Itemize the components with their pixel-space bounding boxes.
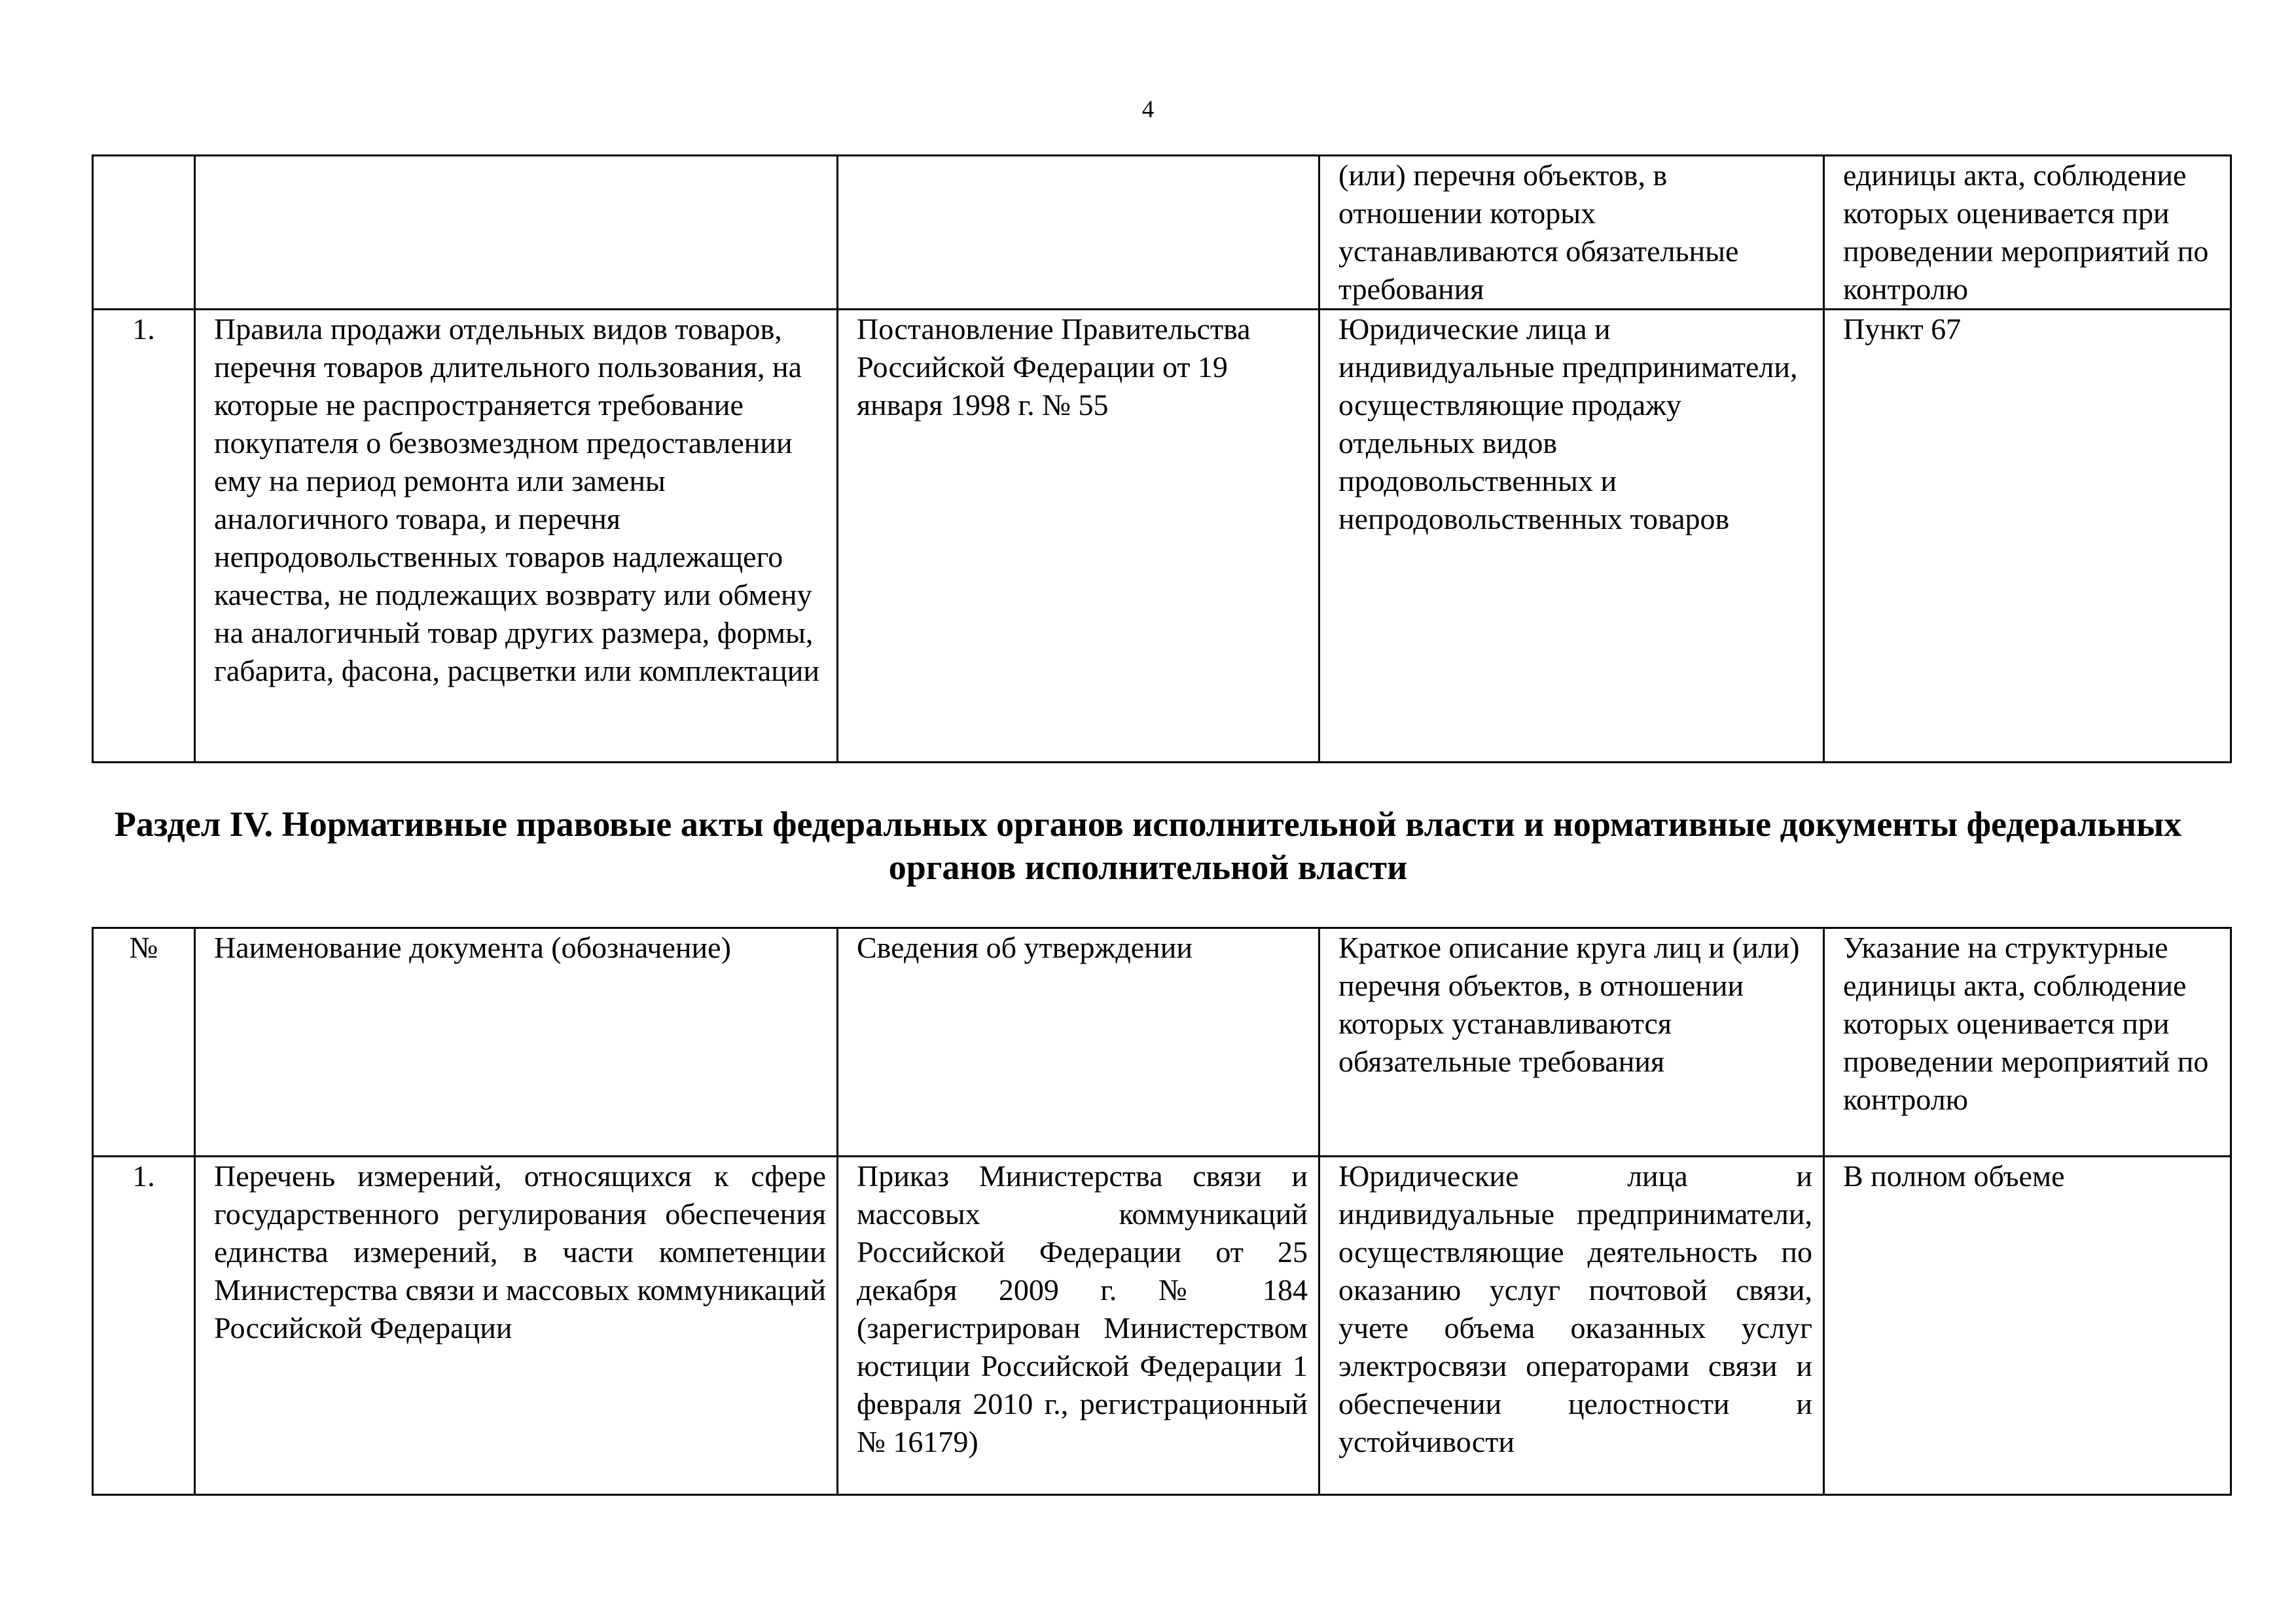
section-title: Раздел IV. Нормативные правовые акты федеральных органов исполнительной власти и нормативные документы федеральных органов исполнительной власти: [114, 804, 2182, 887]
row-structural-units: В полном объеме: [1824, 1157, 2231, 1495]
header-description: Краткое описание круга лиц и (или) перечня объектов, в отношении которых устанавливаются обязательные требования: [1319, 928, 1824, 1157]
header-tail-approval: [838, 156, 1319, 310]
row-approval-info: Приказ Министерства связи и массовых коммуникаций Российской Федерации от 25 декабря 2009 г. № 184 (зарегистрирован Министерством юстиции Российской Федерации 1 февраля 2010 г., регистрационный № 16179): [838, 1157, 1319, 1495]
row-document-name: Правила продажи отдельных видов товаров, перечня товаров длительного пользования, на которые не распространяется требование покупателя о безвозмездном предоставлении ему на период ремонта или замены аналогичного товара, и перечня непродовольственных товаров надлежащего качества, не подлежащих возврату или обмену на аналогичный товар других размера, формы, габарита, фасона, расцветки или комплектации: [195, 310, 838, 763]
row-num: 1.: [93, 1157, 195, 1495]
header-structural-units: Указание на структурные единицы акта, соблюдение которых оценивается при проведении мероприятий по контролю: [1824, 928, 2231, 1157]
row-description: Юридические лица и индивидуальные предприниматели, осуществляющие продажу отдельных видов продовольственных и непродовольственных товаров: [1319, 310, 1824, 763]
header-approval-info: Сведения об утверждении: [838, 928, 1319, 1157]
header-tail-name: [195, 156, 838, 310]
row-document-name: Перечень измерений, относящихся к сфере государственного регулирования обеспечения единства измерений, в части компетенции Министерства связи и массовых коммуникаций Российской Федерации: [195, 1157, 838, 1495]
table-row: [93, 1157, 2231, 1495]
row-num: 1.: [93, 310, 195, 763]
header-num: №: [93, 928, 195, 1157]
row-description: Юридические лица и индивидуальные предприниматели, осуществляющие деятельность по оказанию услуг почтовой связи, учете объема оказанных услуг электросвязи операторами связи и обеспечении целостности и устойчивости: [1319, 1157, 1824, 1495]
section-4-table: [92, 927, 2232, 1496]
header-tail-description: (или) перечня объектов, в отношении которых устанавливаются обязательные требования: [1319, 156, 1824, 310]
header-tail-row: [93, 156, 2231, 310]
continued-table: [92, 154, 2232, 763]
row-approval-info: Постановление Правительства Российской Федерации от 19 января 1998 г. № 55: [838, 310, 1319, 763]
header-document-name: Наименование документа (обозначение): [195, 928, 838, 1157]
row-structural-units: Пункт 67: [1824, 310, 2231, 763]
page-number: 4: [1141, 96, 1155, 123]
table-header-row: [93, 928, 2231, 1157]
table-row: [93, 310, 2231, 763]
header-tail-units: единицы акта, соблюдение которых оценивается при проведении мероприятий по контролю: [1824, 156, 2231, 310]
header-tail-num: [93, 156, 195, 310]
